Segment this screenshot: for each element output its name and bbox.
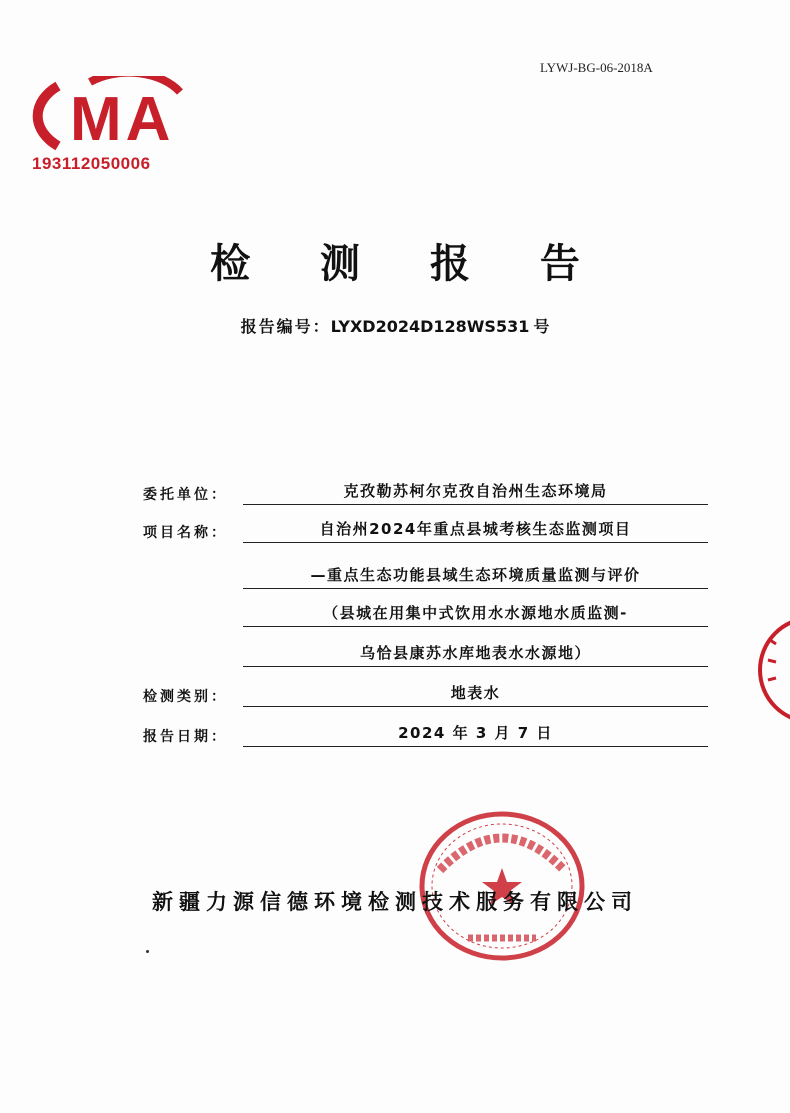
project-line-2: —重点生态功能县域生态环境质量监测与评价 xyxy=(310,566,641,584)
document-code: LYWJ-BG-06-2018A xyxy=(540,60,653,75)
project-row-2 xyxy=(0,564,790,592)
project-line-4: 乌恰县康苏水库地表水水源地） xyxy=(359,644,591,662)
underline xyxy=(243,626,708,627)
project-line-3: （县城在用集中式饮用水水源地水质监测- xyxy=(323,604,628,622)
underline xyxy=(243,504,708,505)
date-value: 2024 年 3 月 7 日 xyxy=(398,724,553,742)
svg-text:MA: MA xyxy=(70,85,175,154)
project-row-3 xyxy=(0,602,790,630)
client-row xyxy=(0,480,790,508)
edge-seal-stamp xyxy=(752,610,790,730)
underline xyxy=(243,588,708,589)
client-label: 委托单位： xyxy=(143,487,228,503)
report-number-value: LYXD2024D128WS531 xyxy=(330,317,530,336)
report-number xyxy=(0,314,790,337)
date-label: 报告日期： xyxy=(143,729,228,745)
project-label: 项目名称： xyxy=(143,525,228,541)
underline xyxy=(243,746,708,747)
speck xyxy=(146,950,149,953)
date-row xyxy=(0,722,790,750)
cma-number: 193112050006 xyxy=(32,154,151,173)
underline xyxy=(243,666,708,667)
underline xyxy=(243,706,708,707)
page-title: 检 测 报 告 xyxy=(210,241,608,287)
project-line-1: 自治州2024年重点县城考核生态监测项目 xyxy=(319,520,632,538)
issuing-company: 新疆力源信德环境检测技术服务有限公司 xyxy=(152,890,638,914)
report-number-suffix: 号 xyxy=(533,317,550,336)
project-row-4 xyxy=(0,642,790,670)
client-value: 克孜勒苏柯尔克孜自治州生态环境局 xyxy=(343,482,608,500)
category-value: 地表水 xyxy=(450,684,501,702)
underline xyxy=(243,542,708,543)
report-number-label: 报告编号： xyxy=(240,317,331,336)
project-row xyxy=(0,518,790,546)
category-label: 检测类别： xyxy=(143,689,228,705)
category-row xyxy=(0,682,790,710)
